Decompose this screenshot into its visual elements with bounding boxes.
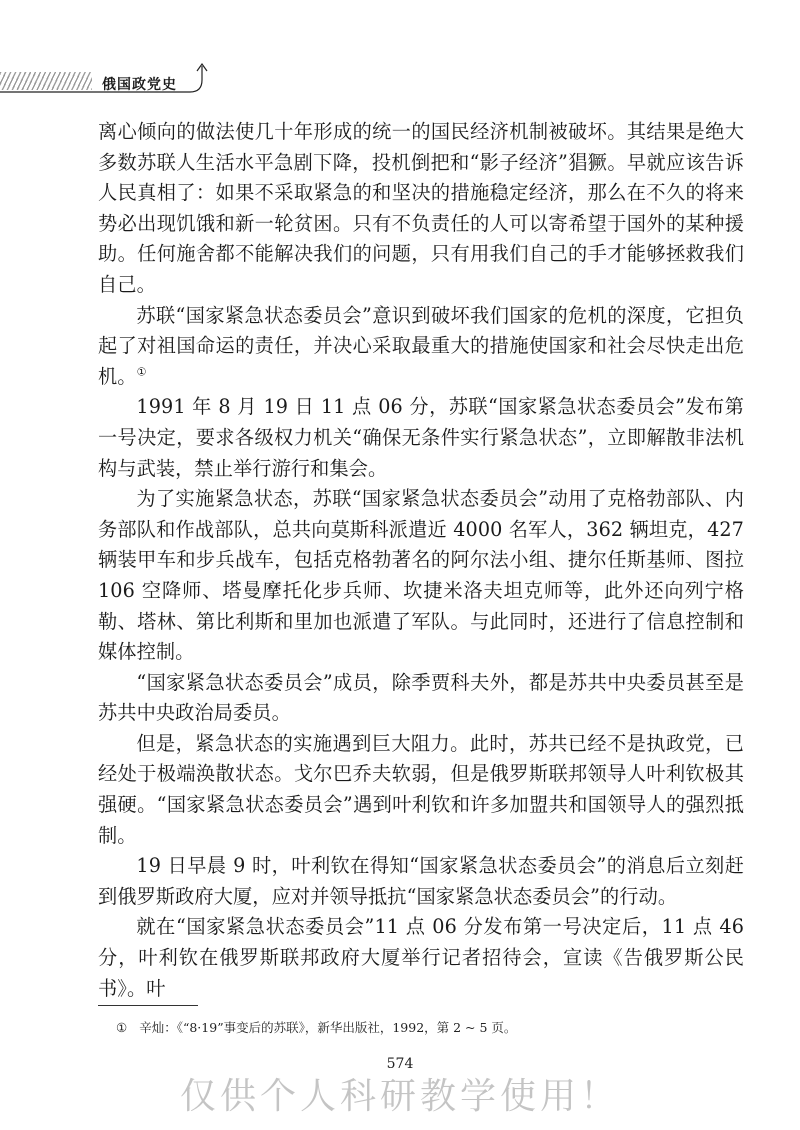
header-rule-icon (0, 62, 800, 102)
watermark: 仅供个人科研教学使用！ (179, 1076, 620, 1117)
paragraph: 离心倾向的做法使几十年形成的统一的国民经济机制被破坏。其结果是绝大多数苏联人生活水平急剧下降，投机倒把和“影子经济”猖獗。早就应该告诉人民真相了：如果不采取紧急的和坚决的措施稳定经济，那么在不久的将来势必出现饥饿和新一轮贫困。只有不负责任的人可以寄希望于国外的某种援助。任何施舍都不能解决我们的问题，只有用我们自己的手才能够拯救我们自己。 (98, 120, 744, 296)
page-body (98, 117, 744, 1004)
footnote-reference[interactable]: ① (136, 365, 147, 379)
paragraph: 19 日早晨 9 时，叶利钦在得知“国家紧急状态委员会”的消息后立刻赶到俄罗斯政府大厦，应对并领导抵抗“国家紧急状态委员会”的行动。 (98, 854, 744, 908)
paragraph: “国家紧急状态委员会”成员，除季贾科夫外，都是苏共中央委员甚至是苏共中央政治局委员。 (98, 670, 744, 725)
running-header (0, 62, 800, 102)
paragraph: 但是，紧急状态的实施遇到巨大阻力。此时，苏共已经不是执政党，已经处于极端涣散状态。戈尔巴乔夫软弱，但是俄罗斯联邦领导人叶利钦极其强硬。“国家紧急状态委员会”遇到叶利钦和许多加盟共和国领导人的强烈抵制。 (98, 731, 744, 847)
paragraph: 为了实施紧急状态，苏联“国家紧急状态委员会”动用了克格勃部队、内务部队和作战部队，总共向莫斯科派遣近 4000 名军人，362 辆坦克，427 辆装甲车和步兵战车，包括克格勃著名的阿尔法小组、捷尔任斯基师、图拉 106 空降师、塔曼摩托化步兵师、坎捷米洛夫坦克师等，此外还向列宁格勒、塔林、第比利斯和里加也派遣了军队。与此同时，还进行了信息控制和媒体控制。 (98, 487, 744, 664)
page-number: 574 (386, 1056, 414, 1072)
paragraph: 1991 年 8 月 19 日 11 点 06 分，苏联“国家紧急状态委员会”发布第一号决定，要求各级权力机关“确保无条件实行紧急状态”，立即解散非法机构与武装，禁止举行游行和集会。 (98, 395, 744, 480)
footnote (116, 1018, 516, 1036)
footnote-text: 辛灿：《“8·19”事变后的苏联》，新华出版社，1992，第 2 ~ 5 页。 (139, 1020, 517, 1035)
book-title: 俄国政党史 (102, 77, 177, 93)
footnote-mark: ① (116, 1020, 128, 1035)
paragraph: 就在“国家紧急状态委员会”11 点 06 分发布第一号决定后，11 点 46 分，叶利钦在俄罗斯联邦政府大厦举行记者招待会，宣读《告俄罗斯公民书》。叶 (98, 915, 744, 1000)
paragraph-text: 苏联“国家紧急状态委员会”意识到破坏我们国家的危机的深度，它担负起了对祖国命运的责任，并决心采取最重大的措施使国家和社会尽快走出危机。 (98, 303, 744, 388)
paragraph (98, 301, 744, 393)
footnote-divider (98, 1005, 198, 1006)
